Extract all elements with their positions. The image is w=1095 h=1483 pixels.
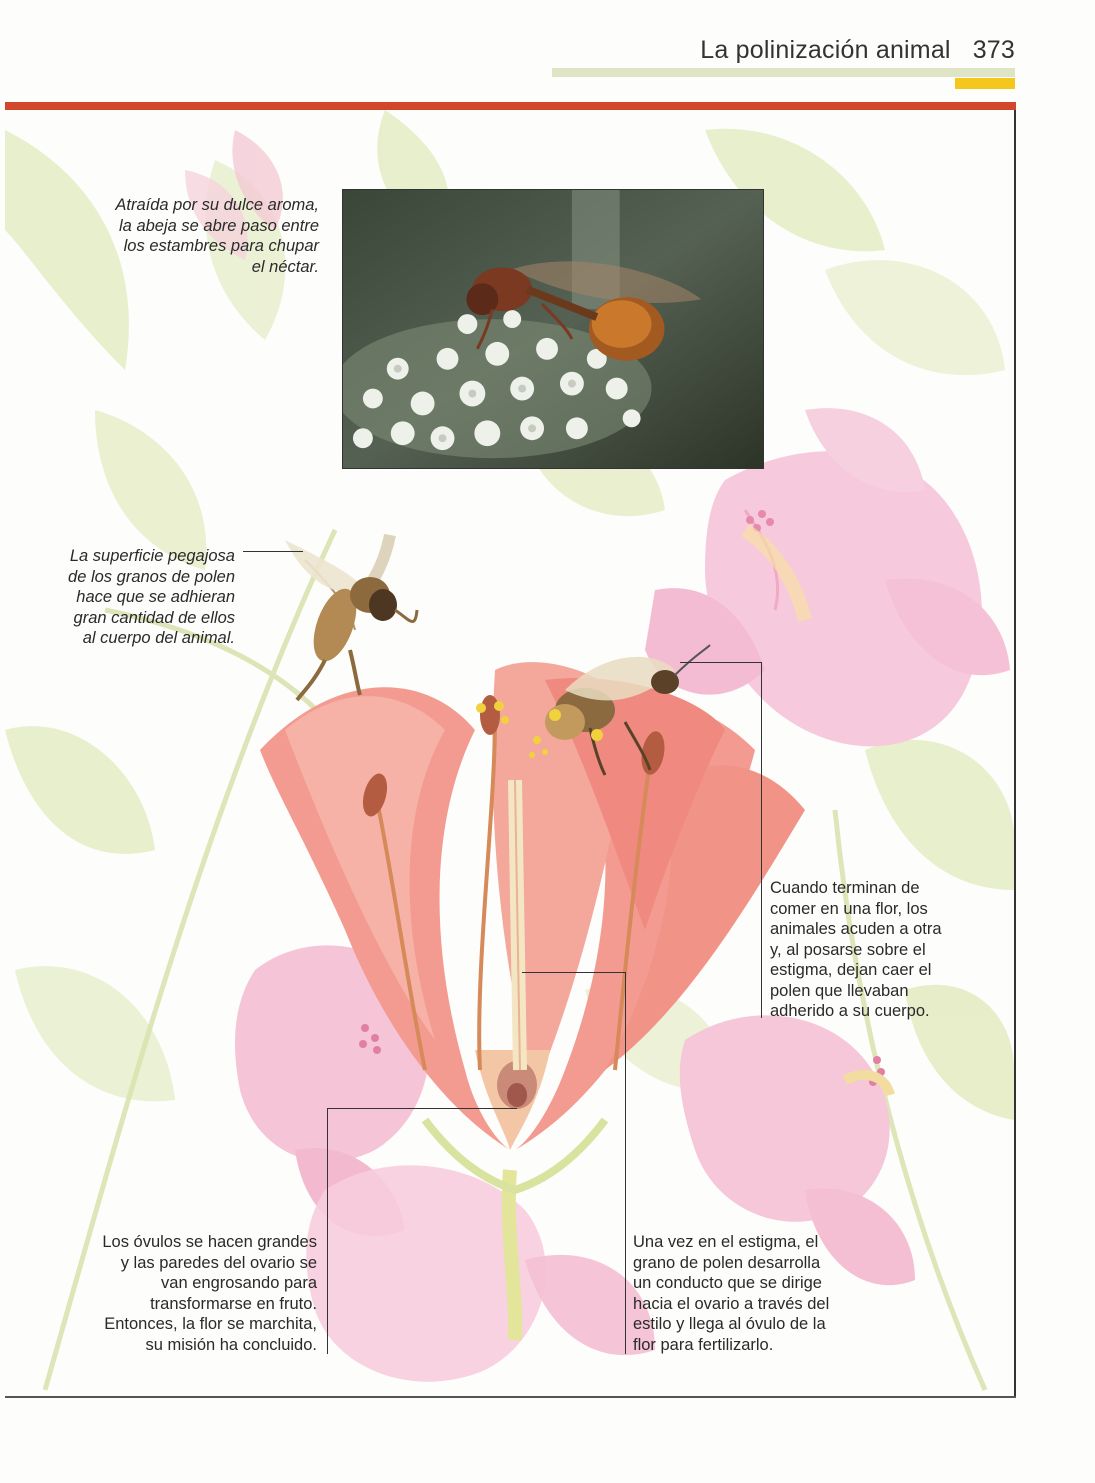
ovule-leader-h xyxy=(327,1108,517,1109)
chapter-title-text: La polinización animal xyxy=(700,36,951,64)
caption-line: grano de polen desarrolla xyxy=(633,1253,821,1272)
stigma-leader-v xyxy=(761,662,762,1018)
ovule-caption xyxy=(80,1232,317,1355)
stigma-caption xyxy=(770,878,970,1022)
caption-line: estilo y llega al óvulo de la xyxy=(633,1315,826,1333)
caption-line: Atraída por su dulce aroma, xyxy=(115,196,319,214)
caption-line: de los granos de polen xyxy=(68,567,235,586)
caption-line: los estambres para chupar xyxy=(123,237,319,255)
header-yellow-bar xyxy=(955,78,1015,89)
pollen-tube-caption xyxy=(633,1232,863,1355)
caption-line: al cuerpo del animal. xyxy=(82,629,235,647)
caption-line: animales acuden a otra xyxy=(770,920,942,938)
caption-line: la abeja se abre paso entre xyxy=(119,216,319,235)
tube-leader-h xyxy=(522,972,626,973)
caption-line: hace que se adhieran xyxy=(76,588,235,606)
caption-line: Una vez en el estigma, el xyxy=(633,1233,819,1251)
pollen-caption xyxy=(40,546,235,649)
caption-line: van engrosando para xyxy=(161,1274,317,1292)
photo-caption xyxy=(90,195,319,277)
caption-line: y, al posarse sobre el xyxy=(770,940,926,959)
stigma-leader-h xyxy=(680,662,762,663)
frame-bottom-edge xyxy=(5,1396,1016,1398)
caption-line: Cuando terminan de xyxy=(770,879,920,897)
chapter-title xyxy=(700,36,1015,65)
caption-line: Entonces, la flor se marchita, xyxy=(104,1315,317,1333)
caption-line: transformarse en fruto. xyxy=(150,1294,317,1313)
page-number: 373 xyxy=(972,36,1015,64)
flying-bee xyxy=(285,535,417,700)
caption-line: el néctar. xyxy=(251,257,319,276)
pollen-leader-line xyxy=(243,551,303,552)
header-green-bar xyxy=(552,68,1015,77)
bee-on-flower-photo xyxy=(342,189,764,469)
frame-right-edge xyxy=(1014,110,1016,1398)
caption-line: flor para fertilizarlo. xyxy=(633,1335,774,1354)
caption-line: y las paredes del ovario se xyxy=(120,1253,317,1272)
photo-svg xyxy=(343,190,763,468)
caption-line: La superficie pegajosa xyxy=(69,547,235,565)
caption-line: estigma, dejan caer el xyxy=(770,961,932,979)
caption-line: polen que llevaban xyxy=(770,981,909,1000)
hibiscus-bottom xyxy=(306,1165,655,1381)
tube-leader-v xyxy=(625,972,626,1354)
caption-line: su misión ha concluido. xyxy=(145,1335,317,1354)
caption-line: un conducto que se dirige xyxy=(633,1274,822,1292)
caption-line: adherido a su cuerpo. xyxy=(770,1002,930,1020)
caption-line: gran cantidad de ellos xyxy=(73,608,235,627)
red-top-rule xyxy=(5,102,1016,110)
caption-line: Los óvulos se hacen grandes xyxy=(102,1233,317,1251)
caption-line: comer en una flor, los xyxy=(770,899,928,918)
caption-line: hacia el ovario a través del xyxy=(633,1294,830,1313)
ovule-leader-v xyxy=(327,1108,328,1354)
